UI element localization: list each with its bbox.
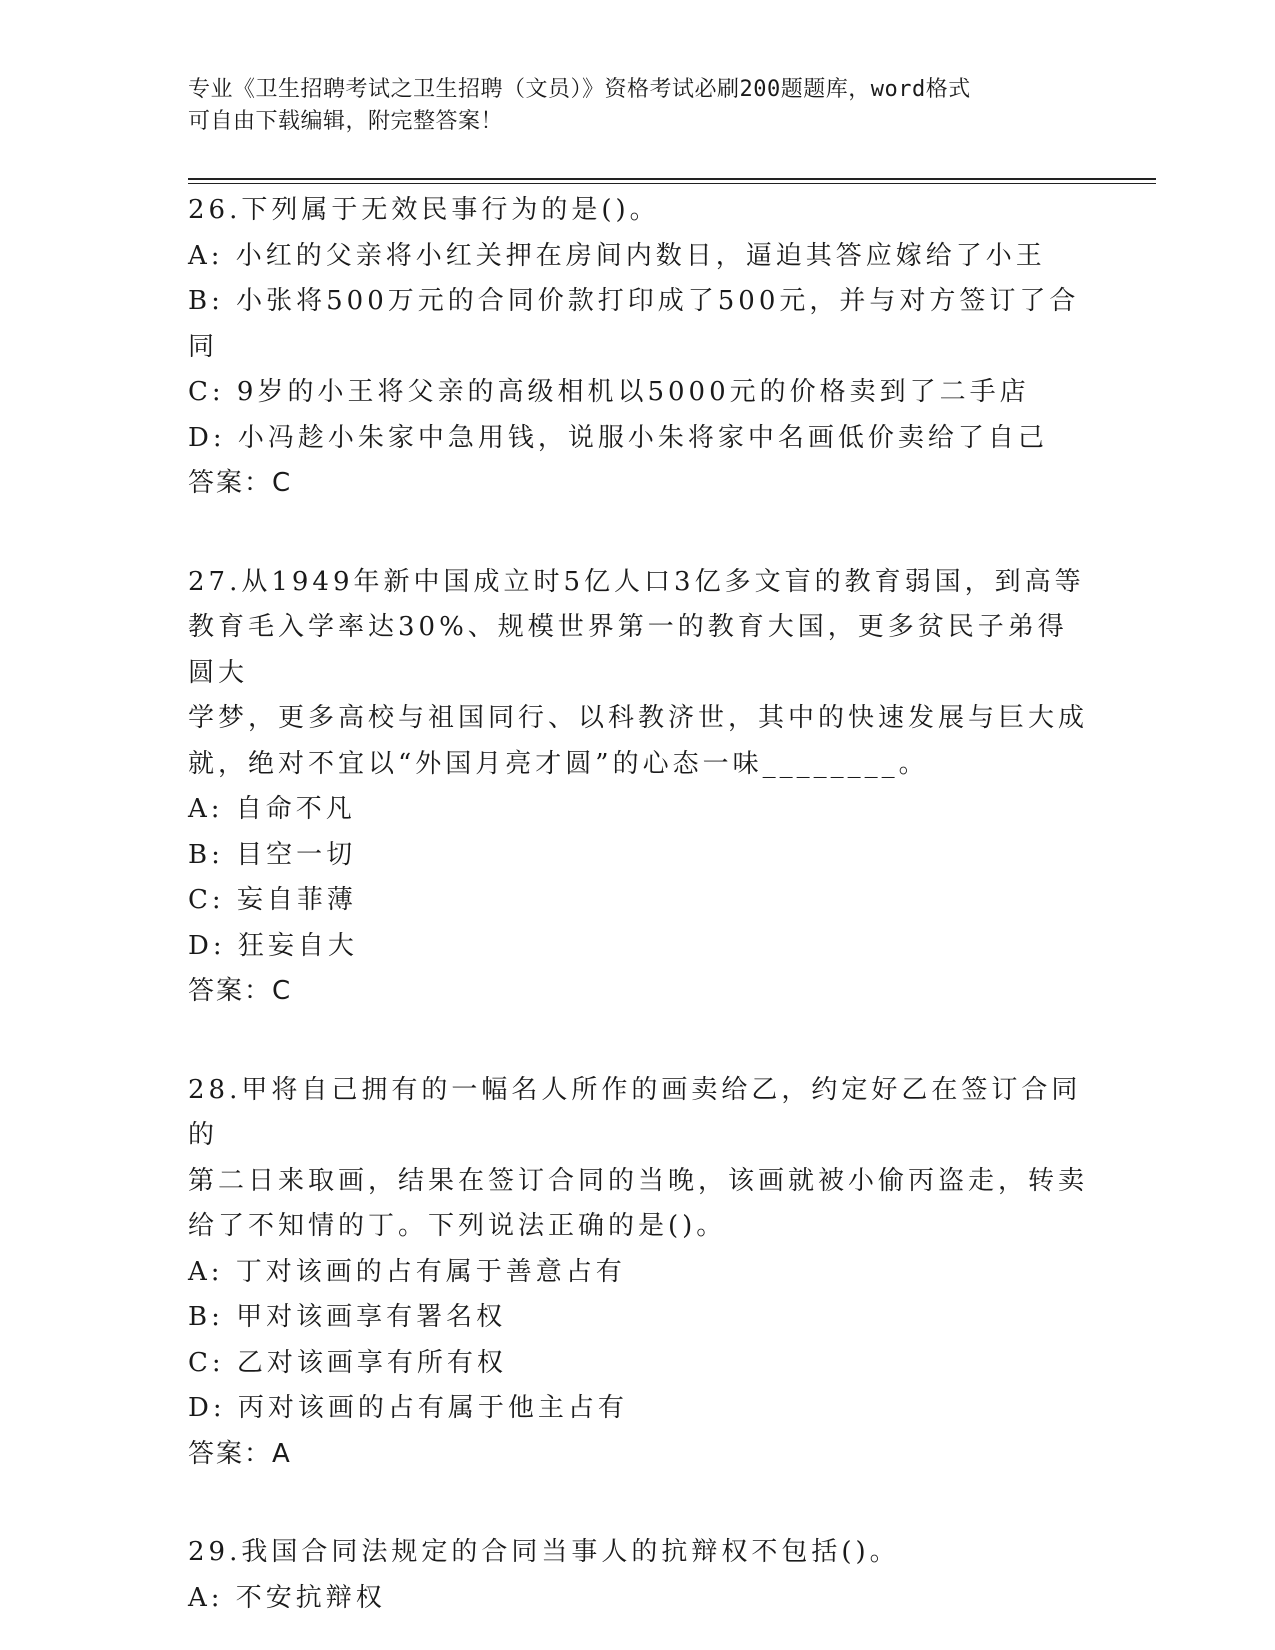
header-rule-thick [188,178,1156,180]
question-stem: 28.甲将自己拥有的一幅名人所作的画卖给乙，约定好乙在签订合同的 [188,1074,1082,1150]
question-stem: 就，绝对不宜以“外国月亮才圆”的心态一味________。 [188,748,929,779]
question-stem: 学梦，更多高校与祖国同行、以科教济世，其中的快速发展与巨大成 [188,703,1089,733]
answer: 答案：A [188,1438,292,1469]
answer: 答案：C [188,976,293,1006]
question-26 [188,188,1088,507]
question-27 [188,560,1088,1015]
header-line-1: 专业《卫生招聘考试之卫生招聘（文员）》资格考试必刷200题题库，word格式 [188,77,971,102]
option-c: C: 妄自菲薄 [188,885,357,915]
option-a: A: 丁对该画的占有属于善意占有 [188,1256,626,1287]
question-stem: 给了不知情的丁。下列说法正确的是()。 [188,1211,727,1241]
question-stem: 29.我国合同法规定的合同当事人的抗辩权不包括()。 [188,1537,900,1567]
question-29 [188,1530,1088,1621]
option-d: D: 狂妄自大 [188,930,358,961]
option-c: C: 乙对该画享有所有权 [188,1347,507,1378]
question-stem: 26.下列属于无效民事行为的是()。 [188,195,660,225]
option-b: B: 目空一切 [188,839,357,870]
question-stem: 27.从1949年新中国成立时5亿人口3亿多文盲的教育弱国，到高等 [188,566,1085,597]
question-list [188,188,1088,1621]
header-line-2: 可自由下载编辑，附完整答案！ [188,109,504,134]
answer: 答案：C [188,468,293,498]
document-header [188,74,1068,138]
header-rule-thin [188,183,1156,184]
option-b: B: 甲对该画享有署名权 [188,1302,507,1332]
option-a: A: 小红的父亲将小红关押在房间内数日，逼迫其答应嫁给了小王 [188,240,1046,271]
option-b: B: 小张将500万元的合同价款打印成了500元，并与对方签订了合同 [188,286,1080,362]
question-stem: 第二日来取画，结果在签订合同的当晚，该画就被小偷丙盗走，转卖 [188,1165,1089,1196]
option-a: A: 不安抗辩权 [188,1582,386,1613]
option-c: C: 9岁的小王将父亲的高级相机以5000元的价格卖到了二手店 [188,377,1030,407]
option-d: D: 丙对该画的占有属于他主占有 [188,1393,628,1423]
option-d: D: 小冯趁小朱家中急用钱，说服小朱将家中名画低价卖给了自己 [188,422,1048,453]
question-stem: 教育毛入学率达30%、规模世界第一的教育大国，更多贫民子弟得圆大 [188,612,1068,688]
question-28 [188,1068,1088,1478]
option-a: A: 自命不凡 [188,794,356,824]
